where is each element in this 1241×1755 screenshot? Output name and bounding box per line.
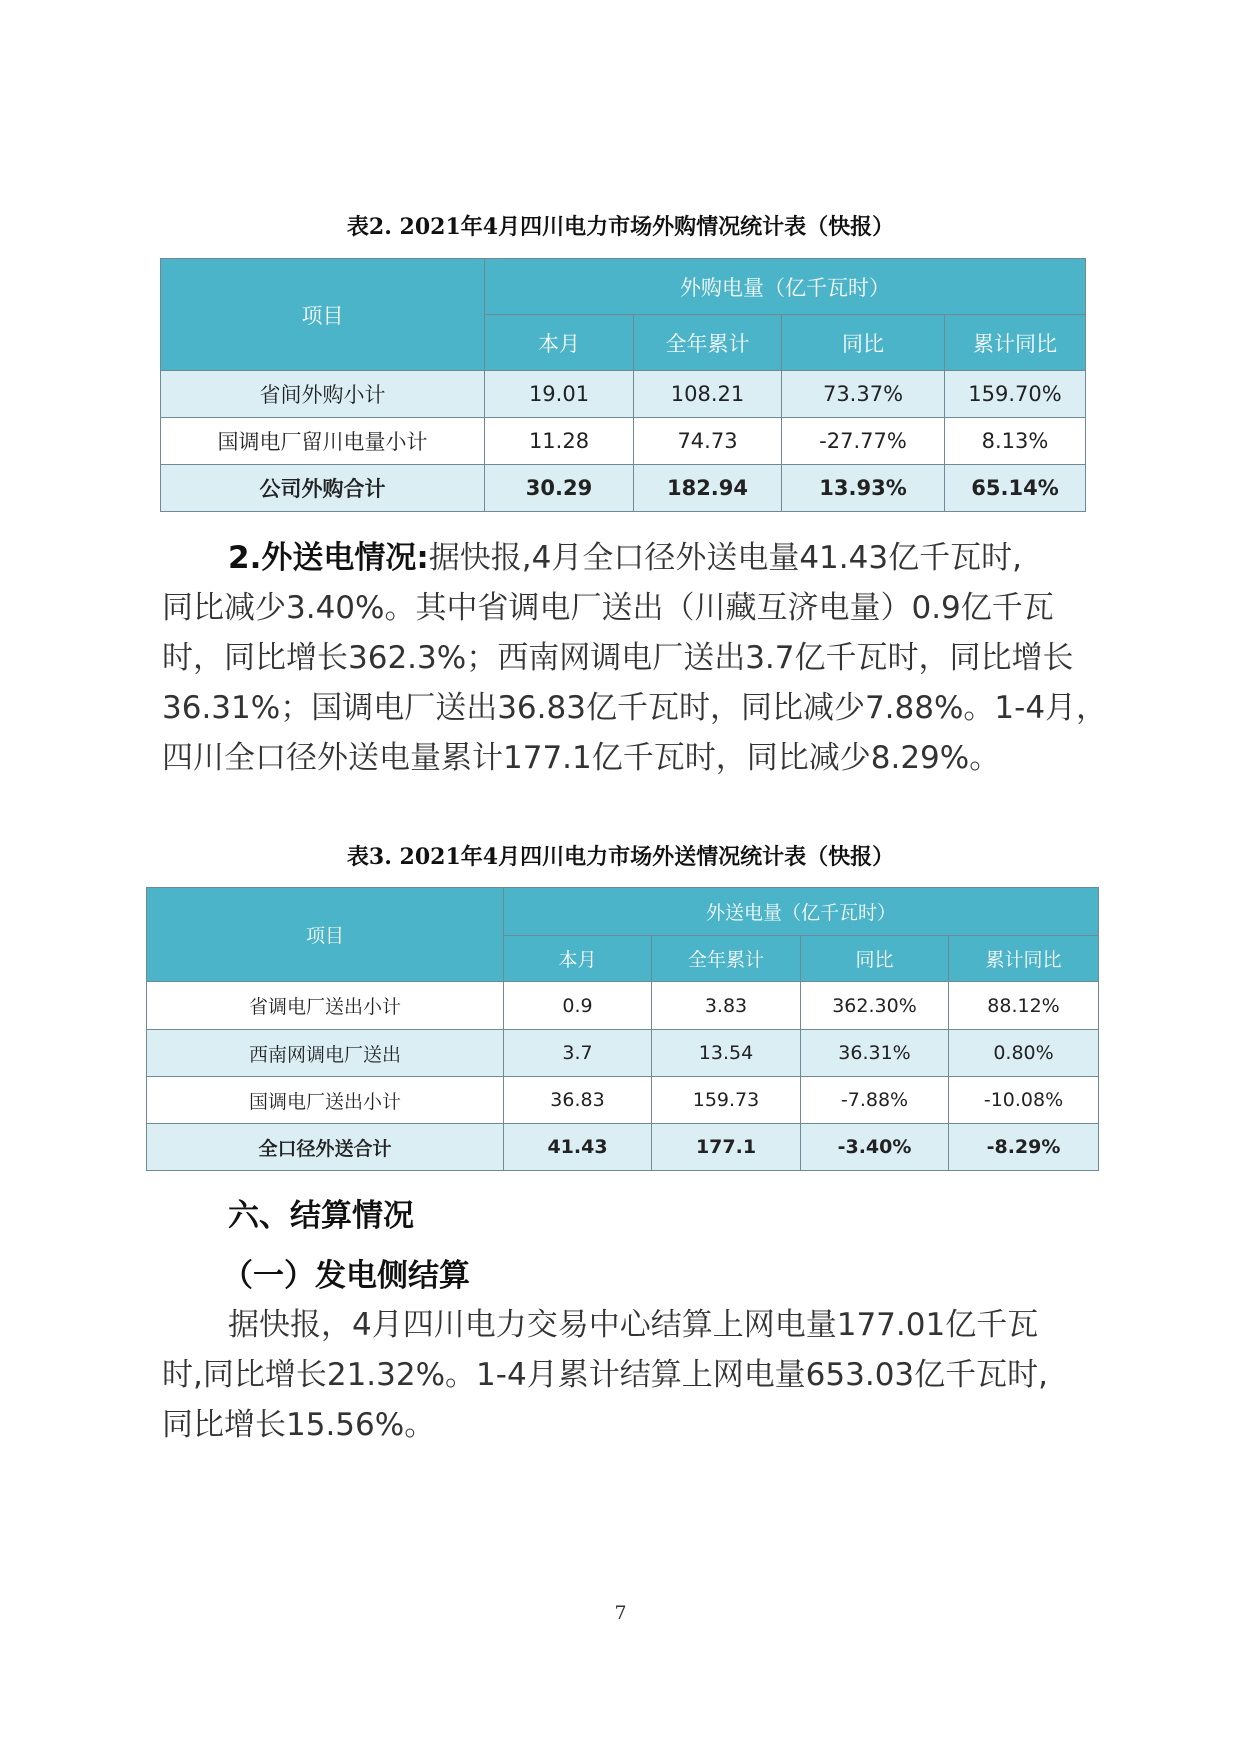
table3-caption: 表3. 2021年4月四川电力市场外送情况统计表（快报）: [346, 844, 895, 870]
cell: 182.94: [634, 465, 782, 512]
paragraph-line: 据快报,4月全口径外送电量41.43亿千瓦时,: [428, 540, 1022, 576]
cell: 108.21: [634, 371, 782, 418]
outside-purchase-table: [160, 258, 1086, 512]
cell: -27.77%: [782, 418, 945, 465]
cell: 88.12%: [949, 982, 1099, 1030]
cell: 74.73: [634, 418, 782, 465]
cell: 159.73: [652, 1077, 801, 1124]
table-row-total: [147, 1124, 1099, 1171]
settlement-paragraph: [162, 1300, 1087, 1450]
cell: 8.13%: [945, 418, 1086, 465]
cell: 36.31%: [801, 1030, 949, 1077]
row-label: 全口径外送合计: [147, 1124, 504, 1171]
table-row: [161, 371, 1086, 418]
page-number: 7: [614, 1602, 627, 1624]
cell: 362.30%: [801, 982, 949, 1030]
subsection-heading: （一）发电侧结算: [222, 1258, 470, 1294]
row-label: 省调电厂送出小计: [147, 982, 504, 1030]
group-header: 外购电量（亿千瓦时）: [485, 259, 1086, 315]
item-header: 项目: [147, 888, 504, 982]
cell: 0.80%: [949, 1030, 1099, 1077]
cell: 3.7: [504, 1030, 652, 1077]
cell: 73.37%: [782, 371, 945, 418]
table-row: [147, 1030, 1099, 1077]
row-label: 省间外购小计: [161, 371, 485, 418]
cell: 3.83: [652, 982, 801, 1030]
column-header: 累计同比: [945, 315, 1086, 371]
column-header: 本月: [485, 315, 634, 371]
cell: -8.29%: [949, 1124, 1099, 1171]
paragraph-line: 据快报，4月四川电力交易中心结算上网电量177.01亿千瓦: [228, 1307, 1039, 1343]
item-header: 项目: [161, 259, 485, 371]
paragraph-line: 时，同比增长362.3%；西南网调电厂送出3.7亿千瓦时，同比增长: [162, 640, 1074, 676]
cell: 177.1: [652, 1124, 801, 1171]
table2-caption: 表2. 2021年4月四川电力市场外购情况统计表（快报）: [346, 214, 895, 240]
column-header: 全年累计: [634, 315, 782, 371]
column-header: 同比: [801, 936, 949, 982]
cell: 30.29: [485, 465, 634, 512]
paragraph-lead: 2.外送电情况:: [228, 540, 429, 576]
row-label: 国调电厂留川电量小计: [161, 418, 485, 465]
group-header: 外送电量（亿千瓦时）: [504, 888, 1099, 936]
cell: 13.54: [652, 1030, 801, 1077]
cell: 159.70%: [945, 371, 1086, 418]
table-row-total: [161, 465, 1086, 512]
cell: 19.01: [485, 371, 634, 418]
cell: 13.93%: [782, 465, 945, 512]
cell: -3.40%: [801, 1124, 949, 1171]
cell: 41.43: [504, 1124, 652, 1171]
cell: 11.28: [485, 418, 634, 465]
cell: -10.08%: [949, 1077, 1099, 1124]
row-label: 西南网调电厂送出: [147, 1030, 504, 1077]
outbound-paragraph: [162, 533, 1108, 783]
outbound-table: [146, 887, 1099, 1171]
paragraph-line: 同比减少3.40%。其中省调电厂送出（川藏互济电量）0.9亿千瓦: [162, 590, 1054, 626]
cell: 65.14%: [945, 465, 1086, 512]
paragraph-line: 36.31%；国调电厂送出36.83亿千瓦时，同比减少7.88%。1-4月，: [162, 690, 1108, 726]
column-header: 累计同比: [949, 936, 1099, 982]
cell: -7.88%: [801, 1077, 949, 1124]
column-header: 同比: [782, 315, 945, 371]
table-row: [147, 1077, 1099, 1124]
table-row: [147, 982, 1099, 1030]
row-label: 公司外购合计: [161, 465, 485, 512]
row-label: 国调电厂送出小计: [147, 1077, 504, 1124]
section-heading: 六、结算情况: [228, 1198, 414, 1234]
cell: 0.9: [504, 982, 652, 1030]
cell: 36.83: [504, 1077, 652, 1124]
column-header: 全年累计: [652, 936, 801, 982]
paragraph-line: 四川全口径外送电量累计177.1亿千瓦时，同比减少8.29%。: [162, 740, 1001, 776]
paragraph-line: 时,同比增长21.32%。1-4月累计结算上网电量653.03亿千瓦时,: [162, 1357, 1049, 1393]
column-header: 本月: [504, 936, 652, 982]
table-row: [161, 418, 1086, 465]
paragraph-line: 同比增长15.56%。: [162, 1407, 436, 1443]
